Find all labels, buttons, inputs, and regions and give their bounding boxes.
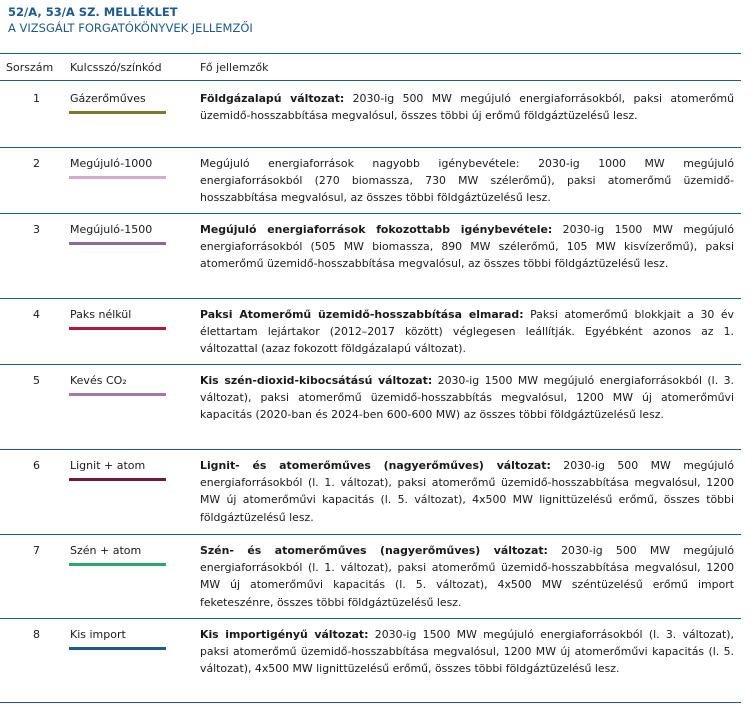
row-description (200, 626, 734, 678)
row-keyword: Kis import (70, 628, 126, 641)
description-text: Paksi atomerőmű blokkjait a 30 év élettartam lejártakor (2012–2017 között) véglegesen leállítják. Egyébként azonos az 1. változattal (azaz fokozott földgázalapú változat). (200, 308, 735, 356)
row-divider (0, 618, 741, 619)
row-description (200, 306, 734, 358)
row-number: 5 (33, 374, 40, 387)
column-header-number: Sorszám (6, 61, 54, 74)
description-text: Megújuló energiaforrások nagyobb igénybevétele: 2030-ig 1000 MW megújuló energiaforrásokból (270 biomassza, 730 MW szélerőmű), paksi atomerőmű üzemidő-hosszabbítása megvalósul, az összes többi földgáztüzelésű lesz. (200, 157, 734, 205)
row-divider (0, 449, 741, 450)
description-lead: Lignit- és atomerőműves (nagyerőműves) változat: (200, 459, 551, 472)
row-keyword: Megújuló-1000 (70, 157, 153, 170)
annex-title: 52/A, 53/A SZ. MELLÉKLET (8, 5, 178, 19)
description-lead: Paksi Atomerőmű üzemidő-hosszabbítása elmarad: (200, 308, 524, 321)
description-lead: Szén- és atomerőműves (nagyerőműves) változat: (200, 544, 548, 557)
description-lead: Kis importigényű változat: (200, 628, 369, 641)
color-code-bar (69, 176, 166, 179)
row-keyword: Lignit + atom (70, 459, 146, 472)
row-divider (0, 147, 741, 148)
color-code-bar (69, 393, 166, 396)
description-text: 2030-ig 1500 MW megújuló energiaforrásokból (l. 3. változat), paksi atomerőmű üzemidő-hosszabbítás megvalósul, 1200 MW új atomerőművi kapacitás (2020-ban és 2024-ben 600-600 MW) az összes többi földgáztüzelésű lesz. (200, 374, 734, 422)
row-number: 1 (33, 92, 40, 105)
row-divider (0, 364, 741, 365)
row-description (200, 90, 734, 124)
row-keyword: Megújuló-1500 (70, 223, 153, 236)
description-lead: Földgázalapú változat: (200, 92, 345, 105)
row-number: 6 (33, 459, 40, 472)
row-number: 7 (33, 544, 40, 557)
row-description (200, 457, 734, 526)
row-keyword: Kevés CO₂ (70, 374, 127, 387)
document-header (8, 4, 253, 36)
row-number: 4 (33, 308, 40, 321)
color-code-bar (69, 478, 166, 481)
description-text: 2030-ig 500 MW megújuló energiaforrásokból, paksi atomerőmű üzemidő-hosszabbítása megvalósul, összes többi új erőmű földgáztüzelésű lesz. (200, 92, 735, 123)
row-keyword: Szén + atom (70, 544, 142, 557)
column-header-keyword: Kulcsszó/színkód (70, 61, 162, 74)
row-number: 2 (33, 157, 40, 170)
row-divider (0, 534, 741, 535)
color-code-bar (69, 242, 166, 245)
row-description (200, 372, 734, 424)
row-description (200, 221, 734, 273)
bottom-rule (0, 702, 741, 703)
row-description (200, 542, 734, 611)
row-divider (0, 213, 741, 214)
row-number: 8 (33, 628, 40, 641)
row-keyword: Gázerőműves (70, 92, 146, 105)
description-text: 2030-ig 1500 MW megújuló energiaforrásokból (l. 3. változat), paksi atomerőmű üzemidő-hosszabbítása megvalósul, 1200 MW új atomerőművi kapacitás (l. 5. változat), 4x500 MW lignittüzelésű erőmű, összes többi földgáztüzelésű lesz. (200, 628, 735, 676)
color-code-bar (69, 111, 166, 114)
color-code-bar (69, 563, 166, 566)
row-divider (0, 298, 741, 299)
description-text: 2030-ig 500 MW megújuló energiaforrásokból (l. 1. változat), paksi atomerőmű üzemidő-hosszabbítása megvalósul, 1200 MW új atomerőművi kapacitás (l. 5. változat), 4x500 MW széntüzelésű erőmű import feketeszénre, összes többi földgáztüzelésű lesz. (200, 544, 735, 609)
description-text: 2030-ig 500 MW megújuló energiaforrásokból (l. 1. változat), paksi atomerőmű üzemidő-hosszabbítása megvalósul, 1200 MW új atomerőművi kapacitás (l. 5. változat), 4x500 MW lignittüzelésű erőmű, összes többi földgáztüzelésű lesz. (200, 459, 734, 524)
description-lead: Kis szén-dioxid-kibocsátású változat: (200, 374, 433, 387)
description-lead: Megújuló energiaforrások fokozottabb igénybevétele: (200, 223, 553, 236)
annex-subtitle: A VIZSGÁLT FORGATÓKÖNYVEK JELLEMZŐI (8, 21, 253, 35)
top-rule (0, 53, 741, 54)
column-header-features: Fő jellemzők (200, 61, 269, 74)
color-code-bar (69, 327, 166, 330)
row-number: 3 (33, 223, 40, 236)
color-code-bar (69, 647, 166, 650)
row-description (200, 155, 734, 207)
header-rule (0, 80, 741, 81)
row-keyword: Paks nélkül (70, 308, 132, 321)
description-text: 2030-ig 1500 MW megújuló energiaforrásokból (505 MW biomassza, 890 MW szélerőmű, 105 MW kisvízerőmű), paksi atomerőmű üzemidő-hosszabbítása megvalósul, az összes többi földgáztüzelésű lesz. (200, 223, 735, 271)
